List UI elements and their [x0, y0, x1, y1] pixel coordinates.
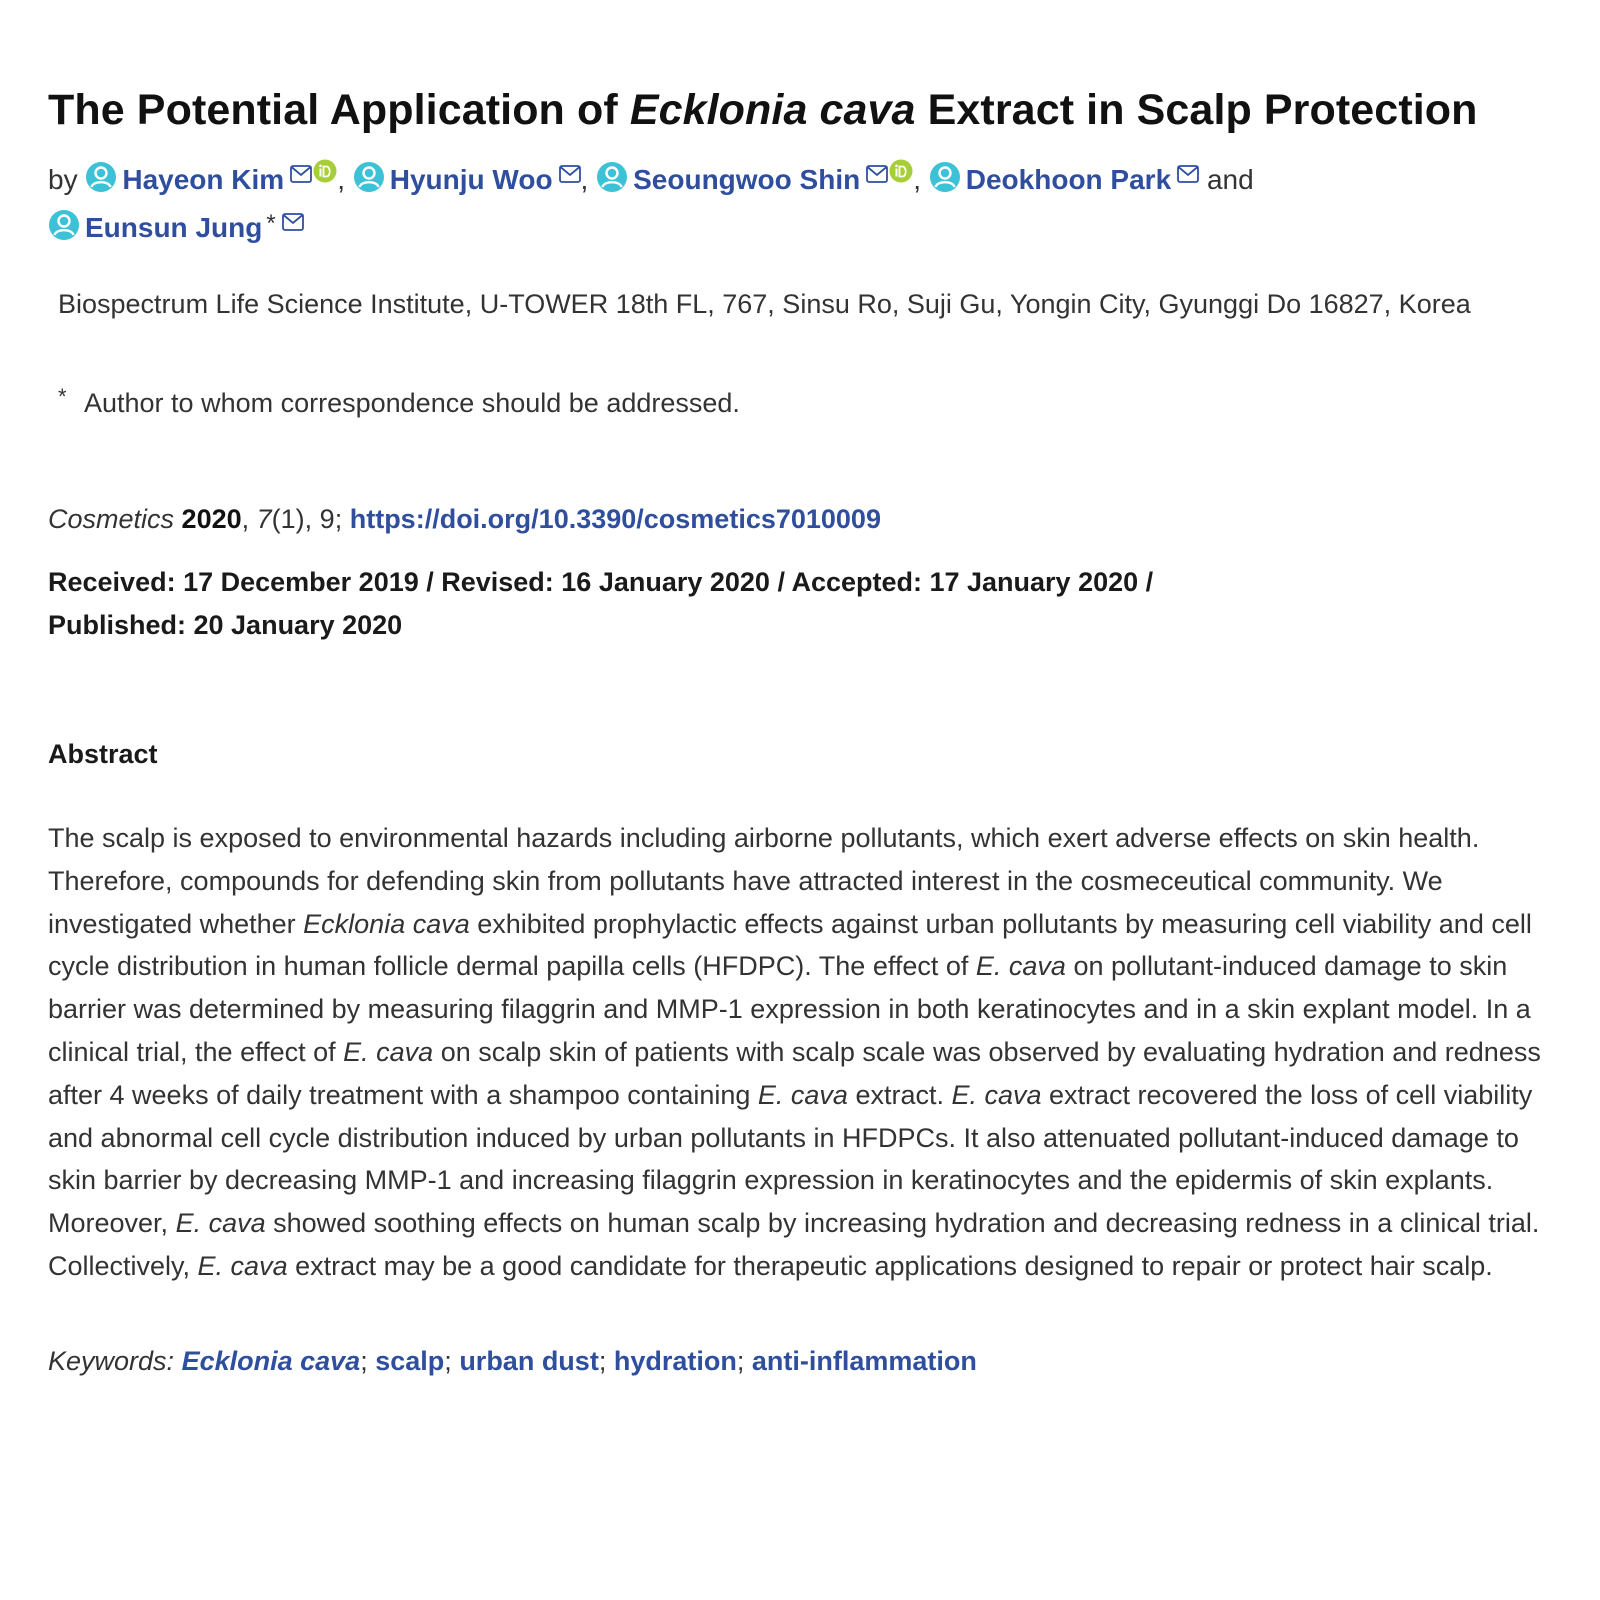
dates-line2: Published: 20 January 2020 [48, 610, 403, 640]
citation: Cosmetics 2020, 7(1), 9; https://doi.org/10.3390/cosmetics7010009 [48, 504, 881, 534]
correspondence-star: * [58, 384, 67, 409]
author-separator: , [913, 164, 921, 195]
title-species: Ecklonia cava [629, 86, 916, 134]
keyword-link[interactable]: scalp [375, 1346, 445, 1376]
author-separator: , [580, 164, 589, 195]
author-name-link[interactable]: Hayeon Kim [122, 164, 285, 195]
mail-icon[interactable] [1177, 165, 1199, 183]
abstract-species: Ecklonia cava [303, 908, 470, 939]
journal-name: Cosmetics [48, 504, 175, 534]
citation-issue: (1), 9; [271, 504, 343, 534]
author-separator: , [337, 164, 345, 195]
keyword-link[interactable]: urban dust [459, 1346, 599, 1376]
author-name-link[interactable]: Hyunju Woo [389, 164, 553, 195]
mail-icon[interactable] [290, 165, 312, 183]
citation-year: 2020 [181, 504, 242, 534]
keyword-link[interactable]: Ecklonia cava [181, 1346, 361, 1376]
author-hayeon-kim [85, 164, 337, 195]
abstract-text: The scalp is exposed to environmental hazards including airborne pollutants, which exert adverse effects on skin health. Therefore, compounds for defending skin from pollutants have attracted interest in the cosmeceutical community. We investigated whether [48, 823, 1480, 939]
abstract-body [48, 817, 1548, 1288]
person-icon [85, 161, 117, 193]
author-deokhoon-park [929, 164, 1199, 195]
author-hyunju-woo [353, 164, 581, 195]
abstract-heading: Abstract [48, 739, 158, 769]
abstract-text: extract may be a good candidate for therapeutic applications designed to repair or protect hair scalp. [287, 1250, 1493, 1281]
abstract-text: on scalp skin of patients with scalp scale was observed by evaluating hydration and redness after 4 weeks of daily treatment with a shampoo containing [48, 1036, 1541, 1110]
authors-prefix: by [48, 164, 78, 195]
person-icon [48, 209, 80, 241]
abstract-species: E. cava [197, 1250, 288, 1281]
author-conjunction: and [1206, 164, 1254, 195]
abstract-species: E. cava [951, 1079, 1042, 1110]
keyword-separator: ; [360, 1346, 368, 1376]
mail-icon[interactable] [866, 165, 888, 183]
correspondence-text: Author to whom correspondence should be addressed. [84, 388, 740, 418]
abstract-species: E. cava [757, 1079, 848, 1110]
dates-line1: Received: 17 December 2019 / Revised: 16 January 2020 / Accepted: 17 January 2020 / [48, 567, 1154, 597]
keyword-link[interactable]: hydration [613, 1346, 737, 1376]
author-seoungwoo-shin [596, 164, 913, 195]
abstract-text: extract recovered the loss of cell viability and abnormal cell cycle distribution induced by urban pollutants in HFDPCs. It also attenuated pollutant-induced damage to skin barrier by decreasing MMP-1 and increasing filaggrin expression in keratinocytes and the epidermis of skin explants. Moreover, [48, 1079, 1533, 1239]
article-title [48, 86, 1478, 135]
correspondence-note [58, 375, 740, 425]
affiliation: Biospectrum Life Science Institute, U-TOWER 18th FL, 767, Sinsu Ro, Suji Gu, Yongin City, Gyunggi Do 16827, Korea [58, 289, 1471, 319]
abstract-species: E. cava [175, 1208, 266, 1239]
abstract-text: on pollutant-induced damage to skin barrier was determined by measuring filaggrin and MMP-1 expression in both keratinocytes and in a skin explant model. In a clinical trial, the effect of [48, 951, 1531, 1067]
title-part2: Extract in Scalp Protection [915, 86, 1478, 134]
person-icon [929, 161, 961, 193]
mail-icon[interactable] [559, 165, 581, 183]
abstract-species: E. cava [975, 951, 1066, 982]
abstract-species: E. cava [343, 1036, 434, 1067]
person-icon [353, 161, 385, 193]
keyword-separator: ; [444, 1346, 452, 1376]
mail-icon[interactable] [282, 213, 304, 231]
keywords [48, 1340, 977, 1383]
abstract-text: exhibited prophylactic effects against urban pollutants by measuring cell viability and cell cycle distribution in human follicle dermal papilla cells (HFDPC). The effect of [48, 908, 1532, 982]
publication-dates [48, 561, 1298, 647]
author-list [48, 158, 1448, 250]
author-name-link[interactable]: Seoungwoo Shin [633, 164, 861, 195]
keyword-separator: ; [736, 1346, 745, 1376]
orcid-icon[interactable] [313, 159, 337, 183]
keyword-link[interactable]: anti-inflammation [751, 1346, 977, 1376]
keyword-separator: ; [598, 1346, 607, 1376]
doi-link[interactable]: https://doi.org/10.3390/cosmetics7010009 [349, 504, 881, 534]
title-part1: The Potential Application of [48, 86, 630, 134]
corresponding-author-mark: * [266, 210, 276, 237]
citation-volume: 7 [256, 504, 272, 534]
author-name-link[interactable]: Deokhoon Park [965, 164, 1172, 195]
keywords-label: Keywords: [48, 1346, 175, 1376]
author-name-link[interactable]: Eunsun Jung [85, 212, 263, 243]
author-eunsun-jung [48, 212, 304, 243]
orcid-icon[interactable] [889, 159, 913, 183]
abstract-text: showed soothing effects on human scalp by increasing hydration and decreasing redness in a clinical trial. Collectively, [48, 1208, 1540, 1281]
person-icon [596, 161, 628, 193]
abstract-text: extract. [847, 1079, 952, 1110]
